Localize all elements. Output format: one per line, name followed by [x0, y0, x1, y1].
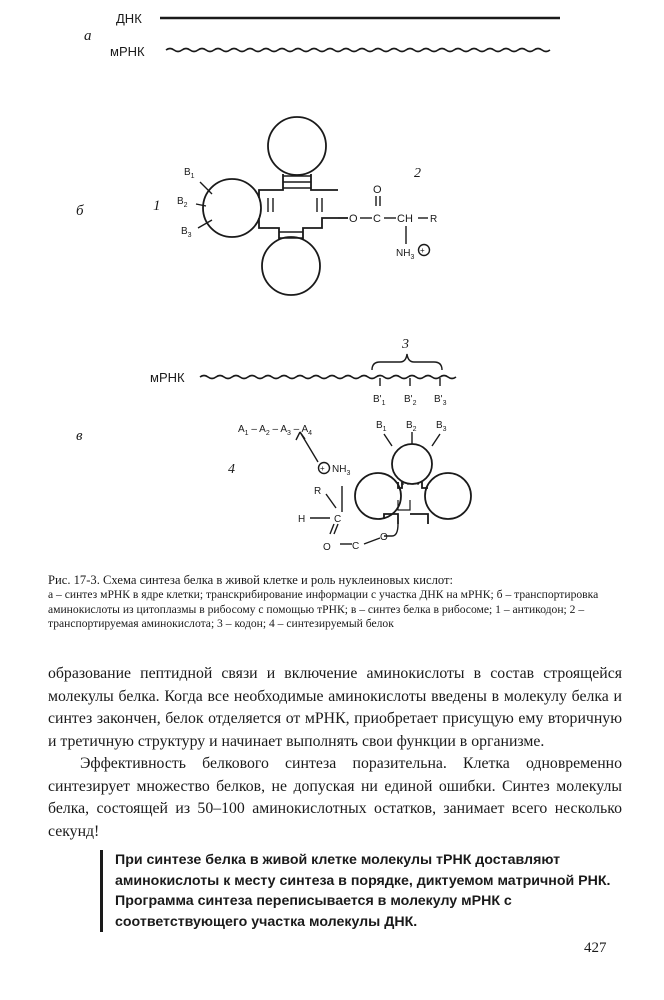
codon-brace	[372, 354, 442, 370]
panel-b-letter: б	[76, 203, 84, 219]
chem-o-double-b: O	[373, 184, 382, 196]
chem-plus-c: +	[320, 464, 325, 473]
mrna-strand	[166, 49, 550, 52]
codon-2-sub: 2	[412, 400, 417, 407]
anticodon-1: B	[376, 420, 383, 431]
mrna-label-a: мРНК	[110, 44, 145, 59]
chem-c2-c: C	[352, 541, 360, 552]
peptide-a4: A	[301, 424, 309, 435]
svg-text:B'3	[434, 394, 447, 407]
paragraph-2: Эффективность белкового синтеза поразительна. Клетка одновременно синтезирует множество белков, не допуская ни единой ошибки. Синтез молекулы белка, состоящей из 50–100 аминокислотных остатков, занимает всего несколько секунд!	[48, 755, 622, 840]
growing-chain-c	[296, 432, 380, 544]
svg-text:NH3	[332, 464, 350, 477]
codon-1-sub: 1	[381, 400, 386, 407]
chem-ch-b: CH	[397, 213, 413, 225]
chem-c-c: C	[334, 514, 342, 525]
panel-c-letter: в	[76, 428, 83, 444]
svg-text:B1	[184, 167, 195, 180]
chem-o-ester-c: O	[380, 532, 388, 543]
anticodon-3-sub: 3	[442, 426, 447, 433]
figure-caption	[48, 572, 618, 632]
peptide-a4-sub: 4	[308, 430, 313, 437]
peptide-a1-sub: 1	[244, 430, 249, 437]
peptide-chain: $A_1 - A_2 - A_3 - A_4$	[238, 424, 313, 437]
base-b2-sub: 2	[183, 202, 188, 209]
label-2: 2	[414, 166, 421, 181]
svg-text:NH3	[396, 248, 414, 261]
codon-1: B'	[373, 394, 382, 405]
caption-legend: а – синтез мРНК в ядре клетки; транскрибирование информации с участка ДНК на мРНК; б – транспортировка аминокислоты из цитоплазмы в рибосому с помощью тРНК; в – синтез белка в рибосоме; 1 – антикодон; 2 – транспортируемая аминокислота; 3 – кодон; 4 – синтезируемый белок	[48, 588, 599, 630]
panel-a-letter: а	[84, 28, 92, 44]
anticodon-2-sub: 2	[412, 426, 417, 433]
codon-3-sub: 3	[442, 400, 447, 407]
chem-h-c: H	[298, 514, 306, 525]
chem-c-b: C	[373, 213, 381, 225]
base-b3-sub: 3	[187, 232, 192, 239]
chem-nh-sub-c: 3	[346, 470, 351, 477]
chem-r-c: R	[314, 486, 322, 497]
anticodon-2: B	[406, 420, 413, 431]
codon-3: B'	[434, 394, 443, 405]
svg-text:B'1	[373, 394, 386, 407]
chem-o-double-c: O	[323, 542, 331, 553]
chem-r-b: R	[430, 214, 438, 225]
codon-2: B'	[404, 394, 413, 405]
page-number: 427	[584, 940, 607, 956]
base-b3: B	[181, 226, 188, 237]
body-text	[48, 663, 622, 843]
label-3: 3	[402, 337, 409, 352]
peptide-a2: A	[259, 424, 266, 435]
chem-nh-c: NH	[332, 464, 347, 475]
svg-text:B3	[436, 420, 447, 433]
chem-o-ester-b: O	[349, 213, 358, 225]
base-b1-sub: 1	[190, 173, 195, 180]
base-b2: B	[177, 196, 184, 207]
anticodon-1-sub: 1	[382, 426, 387, 433]
chem-nh-b: NH	[396, 248, 411, 259]
svg-text:B3	[181, 226, 192, 239]
dna-label: ДНК	[116, 11, 142, 26]
paragraph-1: образование пептидной связи и включение аминокислоты в состав строящейся молекулы белка. Когда все необходимые аминокислоты введены в молекулу белка и синтез закончен, белок отделяется от мРНК, приобретает присущую ему вторичную и третичную структуру и начинает выполнять свои функции в организме.	[48, 665, 622, 750]
base-b1: B	[184, 167, 191, 178]
chem-plus-b: +	[420, 246, 425, 255]
label-4: 4	[228, 462, 235, 477]
peptide-a1: A	[238, 424, 245, 435]
peptide-a3: A	[280, 424, 287, 435]
mrna-label-c: мРНК	[150, 370, 185, 385]
svg-text:B2	[406, 420, 417, 433]
mrna-strand-c	[200, 376, 456, 379]
caption-title: Рис. 17-3. Схема синтеза белка в живой клетке и роль нуклеиновых кислот:	[48, 573, 454, 587]
trna-cloverleaf-b	[196, 117, 348, 295]
peptide-a2-sub: 2	[265, 430, 270, 437]
chem-nh-sub-b: 3	[410, 254, 415, 261]
anticodon-3: B	[436, 420, 443, 431]
svg-text:B1	[376, 420, 387, 433]
trna-cloverleaf-c	[355, 432, 471, 536]
svg-text:B'2	[404, 394, 417, 407]
label-1: 1	[153, 198, 161, 214]
peptide-a3-sub: 3	[286, 430, 291, 437]
highlight-box: При синтезе белка в живой клетке молекулы тРНК доставляют аминокислоты к месту синтеза в порядке, диктуемом матричной РНК. Программа синтеза переписывается в молекулу мРНК с соответствующего участка молекулы ДНК.	[100, 850, 641, 932]
svg-text:B2	[177, 196, 188, 209]
